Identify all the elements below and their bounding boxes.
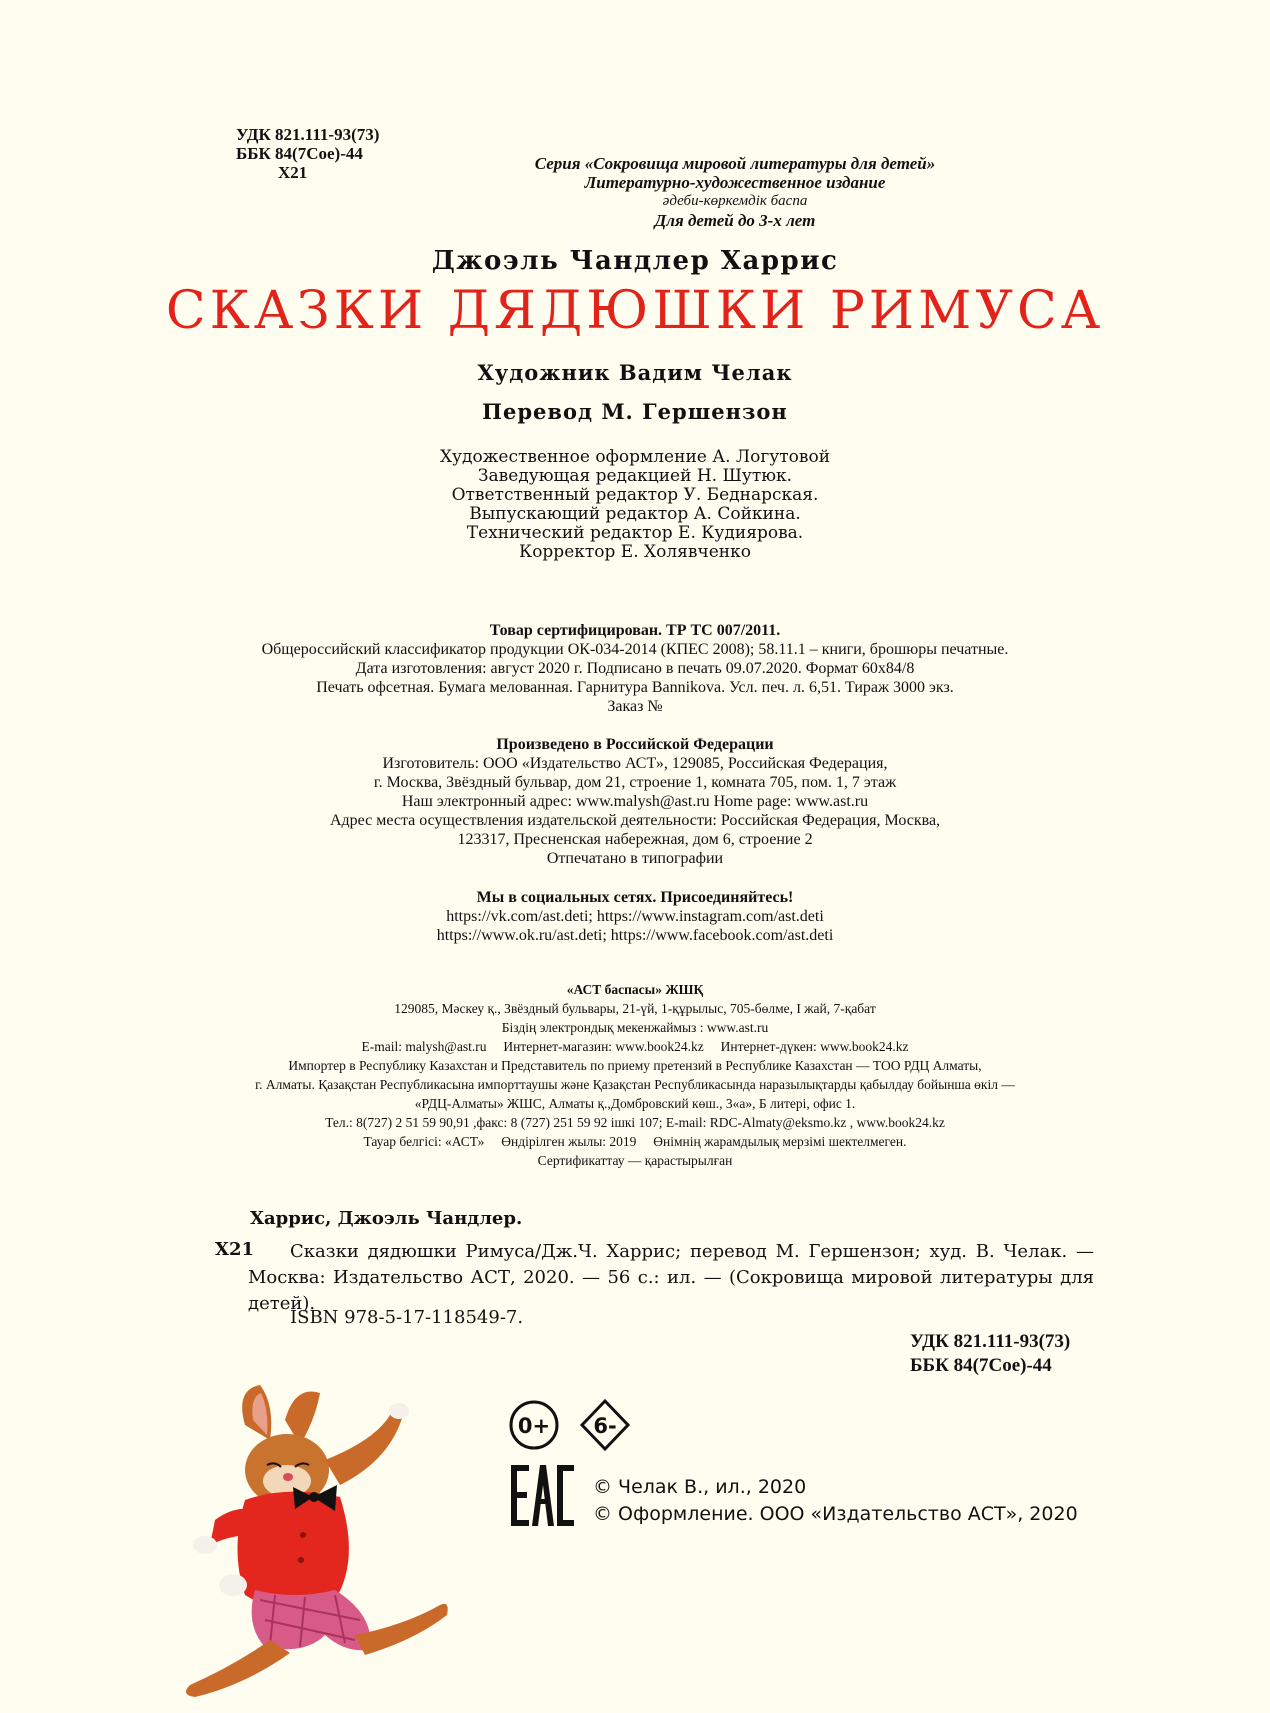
credit-line: Корректор Е. Холявченко bbox=[519, 542, 751, 562]
udk-code: УДК 821.111-93(73) bbox=[236, 125, 380, 144]
udk-code: УДК 821.111-93(73) bbox=[910, 1331, 1071, 1352]
age-rating-0: 0+ bbox=[517, 1414, 551, 1438]
kazakhstan-line: Тауар белгісі: «АСТ» Өндірілген жылы: 2019 Өнімнің жарамдылық мерзімі шектелмеген. bbox=[363, 1134, 907, 1149]
series-block bbox=[415, 154, 1055, 230]
credit-line: Технический редактор Е. Кудиярова. bbox=[466, 523, 804, 543]
certification-line: Печать офсетная. Бумага мелованная. Гарнитура Bannikova. Усл. печ. л. 6,51. Тираж 3000 экз. bbox=[316, 679, 954, 696]
edition-type-kazakh: әдеби-көркемдік баспа bbox=[662, 193, 808, 209]
kazakhstan-line: Біздің электрондық мекенжаймыз : www.ast.ru bbox=[501, 1020, 769, 1035]
kazakhstan-heading: «АСТ баспасы» ЖШҚ bbox=[566, 982, 704, 997]
kazakhstan-line: E-mail: malysh@ast.ru Интернет-магазин: www.book24.kz Интернет-дүкен: www.book24.kz bbox=[361, 1039, 909, 1054]
kazakhstan-line: Импортер в Республику Казахстан и Представитель по приему претензий в Республике Казахстан — ТОО РДЦ Алматы, bbox=[288, 1058, 982, 1073]
production-line: г. Москва, Звёздный бульвар, дом 21, строение 1, комната 705, пом. 1, 7 этаж bbox=[373, 774, 897, 791]
production-line: 123317, Пресненская набережная, дом 6, строение 2 bbox=[457, 831, 813, 848]
translator-credit: Перевод М. Гершензон bbox=[482, 399, 788, 424]
copyright-block bbox=[593, 1474, 1078, 1528]
credit-line: Ответственный редактор У. Беднарская. bbox=[451, 485, 819, 505]
social-links: https://vk.com/ast.deti; https://www.instagram.com/ast.deti bbox=[446, 908, 824, 925]
copyright-design: © Оформление. ООО «Издательство АСТ», 2020 bbox=[593, 1503, 1078, 1525]
production-line: Адрес места осуществления издательской деятельности: Российская Федерация, Москва, bbox=[329, 812, 941, 829]
production-line: Отпечатано в типографии bbox=[546, 850, 724, 867]
production-line: Наш электронный адрес: www.malysh@ast.ru Home page: www.ast.ru bbox=[401, 793, 869, 810]
production-heading: Произведено в Российской Федерации bbox=[496, 736, 774, 753]
social-block bbox=[0, 888, 1270, 945]
bibliography-description-text: Сказки дядюшки Римуса/Дж.Ч. Харрис; перевод М. Гершензон; худ. В. Челак. — Москва: Издательство АСТ, 2020. — 56 с.: ил. — (Сокровища мировой литературы для детей). bbox=[248, 1241, 1094, 1314]
illustrator-credit: Художник Вадим Челак bbox=[477, 360, 793, 385]
udk-top-block bbox=[236, 125, 379, 182]
kazakhstan-line: Сертификаттау — қарастырылған bbox=[537, 1153, 733, 1168]
kazakhstan-block bbox=[0, 980, 1270, 1170]
certification-line: Заказ № bbox=[607, 698, 663, 715]
udk-bottom-block bbox=[910, 1330, 1070, 1378]
bibliography-author: Харрис, Джоэль Чандлер. bbox=[250, 1208, 523, 1229]
isbn: ISBN 978-5-17-118549-7. bbox=[290, 1307, 524, 1328]
certification-heading: Товар сертифицирован. ТР ТС 007/2011. bbox=[489, 622, 781, 639]
author-mark: Х21 bbox=[278, 163, 308, 182]
editorial-credits bbox=[0, 448, 1270, 562]
age-rating-badges bbox=[507, 1398, 647, 1452]
kazakhstan-line: Тел.: 8(727) 2 51 59 90,91 ,факс: 8 (727) 251 59 92 ішкі 107; E-mail: RDC-Almaty@eksmo.kz , www.book24.kz bbox=[325, 1115, 945, 1130]
certification-block bbox=[0, 621, 1270, 716]
kazakhstan-line: «РДЦ-Алматы» ЖШС, Алматы қ.,Домбровский көш., 3«а», Б литері, офис 1. bbox=[414, 1096, 856, 1111]
book-title: СКАЗКИ ДЯДЮШКИ РИМУСА bbox=[165, 281, 1105, 341]
edition-type: Литературно-художественное издание bbox=[584, 173, 886, 192]
age-rating-6: 6- bbox=[593, 1414, 617, 1438]
certification-line: Общероссийский классификатор продукции ОК-034-2014 (КПЕС 2008); 58.11.1 – книги, брошюры печатные. bbox=[261, 641, 1009, 658]
bibliography-description bbox=[248, 1239, 1094, 1317]
age-note: Для детей до 3-х лет bbox=[654, 211, 816, 230]
credit-line: Заведующая редакцией Н. Шутюк. bbox=[477, 466, 793, 486]
eac-mark-icon bbox=[510, 1463, 575, 1528]
kazakhstan-line: г. Алматы. Қазақстан Республикасына импорттаушы және Қазақстан Республикасында наразылықтарды қабылдау бойынша өкіл — bbox=[255, 1077, 1015, 1092]
credit-line: Художественное оформление А. Логутовой bbox=[439, 447, 831, 467]
bbk-code: ББК 84(7Сое)-44 bbox=[910, 1355, 1052, 1376]
series-name: Серия «Сокровища мировой литературы для детей» bbox=[534, 154, 936, 173]
book-author: Джоэль Чандлер Харрис bbox=[431, 246, 839, 276]
social-heading: Мы в социальных сетях. Присоединяйтесь! bbox=[476, 889, 794, 906]
bbk-code: ББК 84(7Сое)-44 bbox=[236, 144, 363, 163]
production-line: Изготовитель: ООО «Издательство АСТ», 129085, Российская Федерация, bbox=[382, 755, 888, 772]
certification-line: Дата изготовления: август 2020 г. Подписано в печать 09.07.2020. Формат 60х84/8 bbox=[355, 660, 915, 677]
bibliography-code: Х21 bbox=[215, 1239, 255, 1260]
rabbit-illustration bbox=[175, 1385, 455, 1700]
production-block bbox=[0, 735, 1270, 868]
social-links: https://www.ok.ru/ast.deti; https://www.facebook.com/ast.deti bbox=[436, 927, 834, 944]
credit-line: Выпускающий редактор А. Сойкина. bbox=[469, 504, 801, 524]
kazakhstan-line: 129085, Мәскеу қ., Звёздный бульвары, 21-үй, 1-құрылыс, 705-бөлме, I жай, 7-қабат bbox=[394, 1001, 876, 1016]
copyright-illustrations: © Челак В., ил., 2020 bbox=[593, 1476, 807, 1498]
